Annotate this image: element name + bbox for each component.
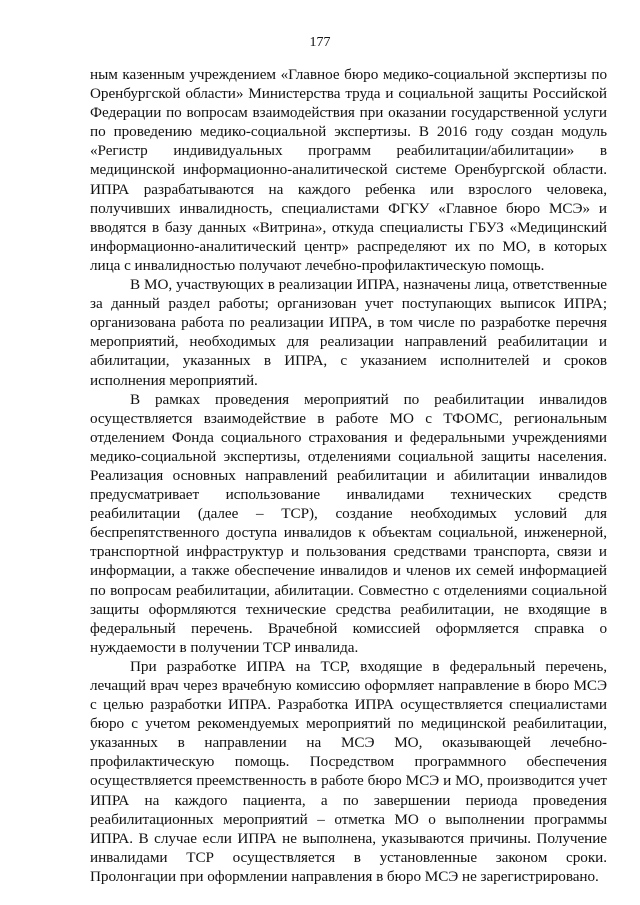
paragraph-2: В МО, участвующих в реализации ИПРА, назначены лица, ответственные за данный раздел работы; организован учет поступающих выписок ИПРА; организована работа по реализации ИПРА, в том числе по разработке перечня мероприятий, необходимых для реализации направлений реабилитации и абилитации, указанных в ИПРА, с указанием исполнителей и сроков исполнения мероприятий. — [90, 276, 607, 389]
page-number: 177 — [309, 35, 331, 50]
paragraph-4: При разработке ИПРА на ТСР, входящие в федеральный перечень, лечащий врач через врачебную комиссию оформляет направление в бюро МСЭ с целью разработки ИПРА. Разработка ИПРА осуществляется специалистами бюро с учетом рекомендуемых мероприятий по медицинской реабилитации, указанных в направлении на МСЭ МО, оказывающей лечебно-профилактическую помощь. Посредством программного обеспечения осуществляется преемственность в работе бюро МСЭ и МО, производится учет ИПРА на каждого пациента, а по завершении периода проведения реабилитационных мероприятий – отметка МО о выполнении программы ИПРА. В случае если ИПРА не выполнена, указываются причины. Получение инвалидами ТСР осуществляется в установленные законом сроки. Пролонгации при оформлении направления в бюро МСЭ не зарегистрировано. — [90, 657, 607, 885]
paragraph-3: В рамках проведения мероприятий по реабилитации инвалидов осуществляется взаимодействие в работе МО с ТФОМС, региональным отделением Фонда социального страхования и федеральными учреждениями медико-социальной экспертизы, отделениями социальной защиты населения. Реализация основных направлений реабилитации и абилитации инвалидов предусматривает использование инвалидами технических средств реабилитации (далее – ТСР), создание необходимых условий для беспрепятственного доступа инвалидов к объектам социальной, инженерной, транспортной инфраструктур и пользования средствами транспорта, связи и информации, а также обеспечение инвалидов и членов их семей информацией по вопросам реабилитации, абилитации. Совместно с отделениями социальной защиты оформляются технические средства реабилитации, не входящие в федеральный перечень. Врачебной комиссией оформляется справка о нуждаемости в получении ТСР инвалида. — [90, 390, 607, 656]
page-body — [90, 65, 607, 886]
paragraph-1: ным казенным учреждением «Главное бюро медико-социальной экспертизы по Оренбургской области» Министерства труда и социальной защиты Российской Федерации по вопросам взаимодействия при оказании государственной услуги по проведению медико-социальной экспертизы. В 2016 году создан модуль «Регистр индивидуальных программ реабилитации/абилитации» в медицинской информационно-аналитической системе Оренбургской области. ИПРА разрабатываются на каждого ребенка или взрослого человека, получивших инвалидность, специалистами ФГКУ «Главное бюро МСЭ» и вводятся в базу данных «Витрина», откуда специалисты ГБУЗ «Медицинский информационно-аналитический центр» распределяют их по МО, в которых лица с инвалидностью получают лечебно-профилактическую помощь. — [90, 66, 607, 274]
